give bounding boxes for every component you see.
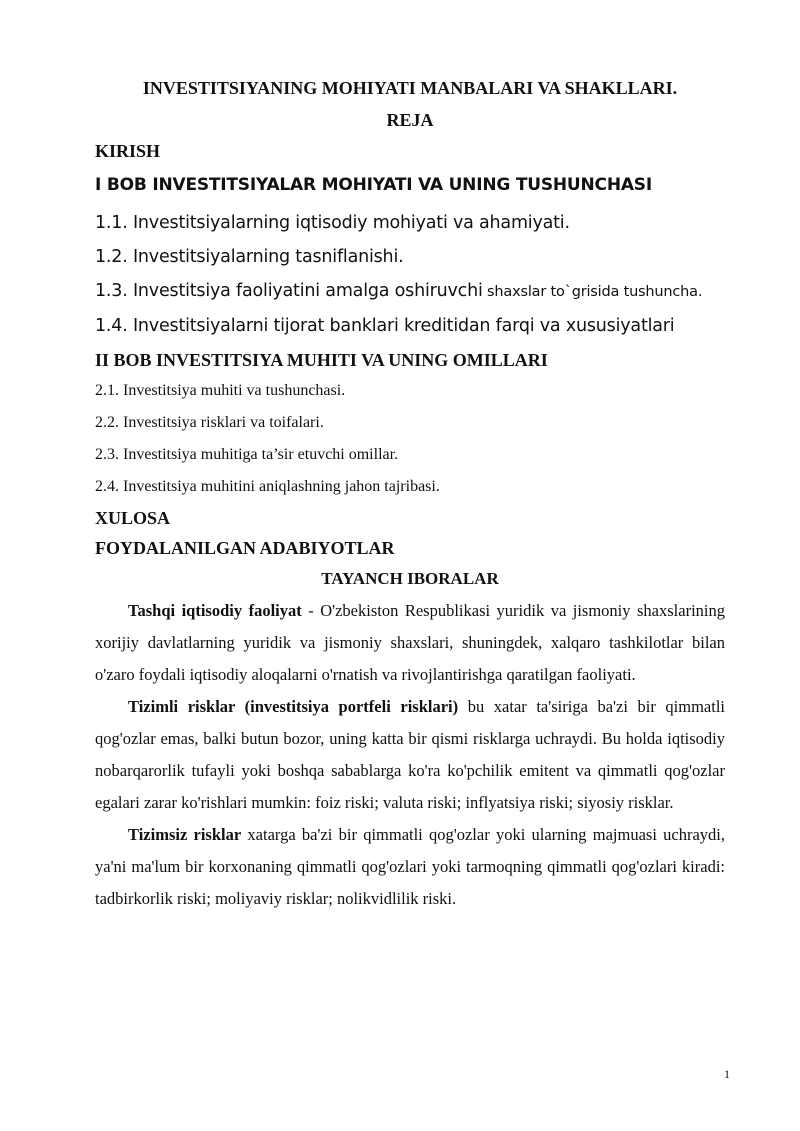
page-number: 1 [724,1067,730,1081]
chapter1-item-2: 1.2. Investitsiyalarning tasniflanishi. [95,247,404,267]
keyword-paragraph-1 [95,595,725,691]
keyword-text-3: xatarga ba'zi bir qimmatli qog'ozlar yoki ularning majmuasi uchraydi, ya'ni ma'lum bir korxonaning qimmatli qog'ozlari yoki tarmoqning qimmatli qog'ozlari kiradi: tadbirkorlik riski; moliyaviy risklar; nolikvidlilik riski. [95,825,726,908]
chapter1-item-3-text: 1.3. Investitsiya faoliyatini amalga oshiruvchi [95,281,483,301]
chapter2-heading: II BOB INVESTITSIYA MUHITI VA UNING OMILLARI [95,350,548,370]
chapter1-item-1: 1.1. Investitsiyalarning iqtisodiy mohiyati va ahamiyati. [95,213,570,233]
keyword-term-3: Tizimsiz risklar [128,825,242,844]
conclusion-heading: XULOSA [95,508,171,528]
keyword-term-2: Tizimli risklar (investitsiya portfeli risklari) [128,697,459,716]
keywords-heading: TAYANCH IBORALAR [321,569,499,588]
document-title: INVESTITSIYANING MOHIYATI MANBALARI VA SHAKLLARI. [142,78,678,98]
chapter1-item-3-suffix: shaxslar to`grisida tushuncha. [482,284,703,300]
keyword-paragraph-3 [95,819,725,915]
chapter2-item-1: 2.1. Investitsiya muhiti va tushunchasi. [95,382,346,399]
plan-title: REJA [386,110,434,130]
chapter1-item-4: 1.4. Investitsiyalarni tijorat banklari kreditidan farqi va xususiyatlari [95,316,675,336]
chapter1-heading: I BOB INVESTITSIYALAR MOHIYATI VA UNING TUSHUNCHASI [95,175,652,195]
chapter2-item-4: 2.4. Investitsiya muhitini aniqlashning jahon tajribasi. [95,478,440,495]
keyword-term-1: Tashqi iqtisodiy faoliyat [128,601,302,620]
references-heading: FOYDALANILGAN ADABIYOTLAR [95,538,395,558]
keyword-text-2: bu xatar ta'siriga ba'zi bir qimmatli qog'ozlar emas, balki butun bozor, uning katta bir qismi risklarga uchraydi. Bu holda iqtisodiy nobarqarorlik tufayli yoki boshqa sabablarga ko'ra ko'pchilik emitent va qimmatli qog'ozlar egalari zarar ko'rishlari mumkin: foiz riski; valuta riski; inflyatsiya riski; siyosiy risklar. [95,697,725,812]
intro-heading: KIRISH [95,141,161,161]
keyword-text-1: - O'zbekiston Respublikasi yuridik va jismoniy shaxslarining xorijiy davlatlarning yuridik va jismoniy shaxslari, shuningdek, xalqaro tashkilotlar bilan o'zaro foydali iqtisodiy aloqalarni o'rnatish va rivojlantirishga qaratilgan faoliyati. [95,601,725,684]
chapter1-item-3 [95,280,725,303]
chapter2-item-2: 2.2. Investitsiya risklari va toifalari. [95,414,324,431]
document-page [95,72,725,915]
keyword-paragraph-2 [95,691,725,819]
chapter2-item-3: 2.3. Investitsiya muhitiga ta’sir etuvchi omillar. [95,446,399,463]
